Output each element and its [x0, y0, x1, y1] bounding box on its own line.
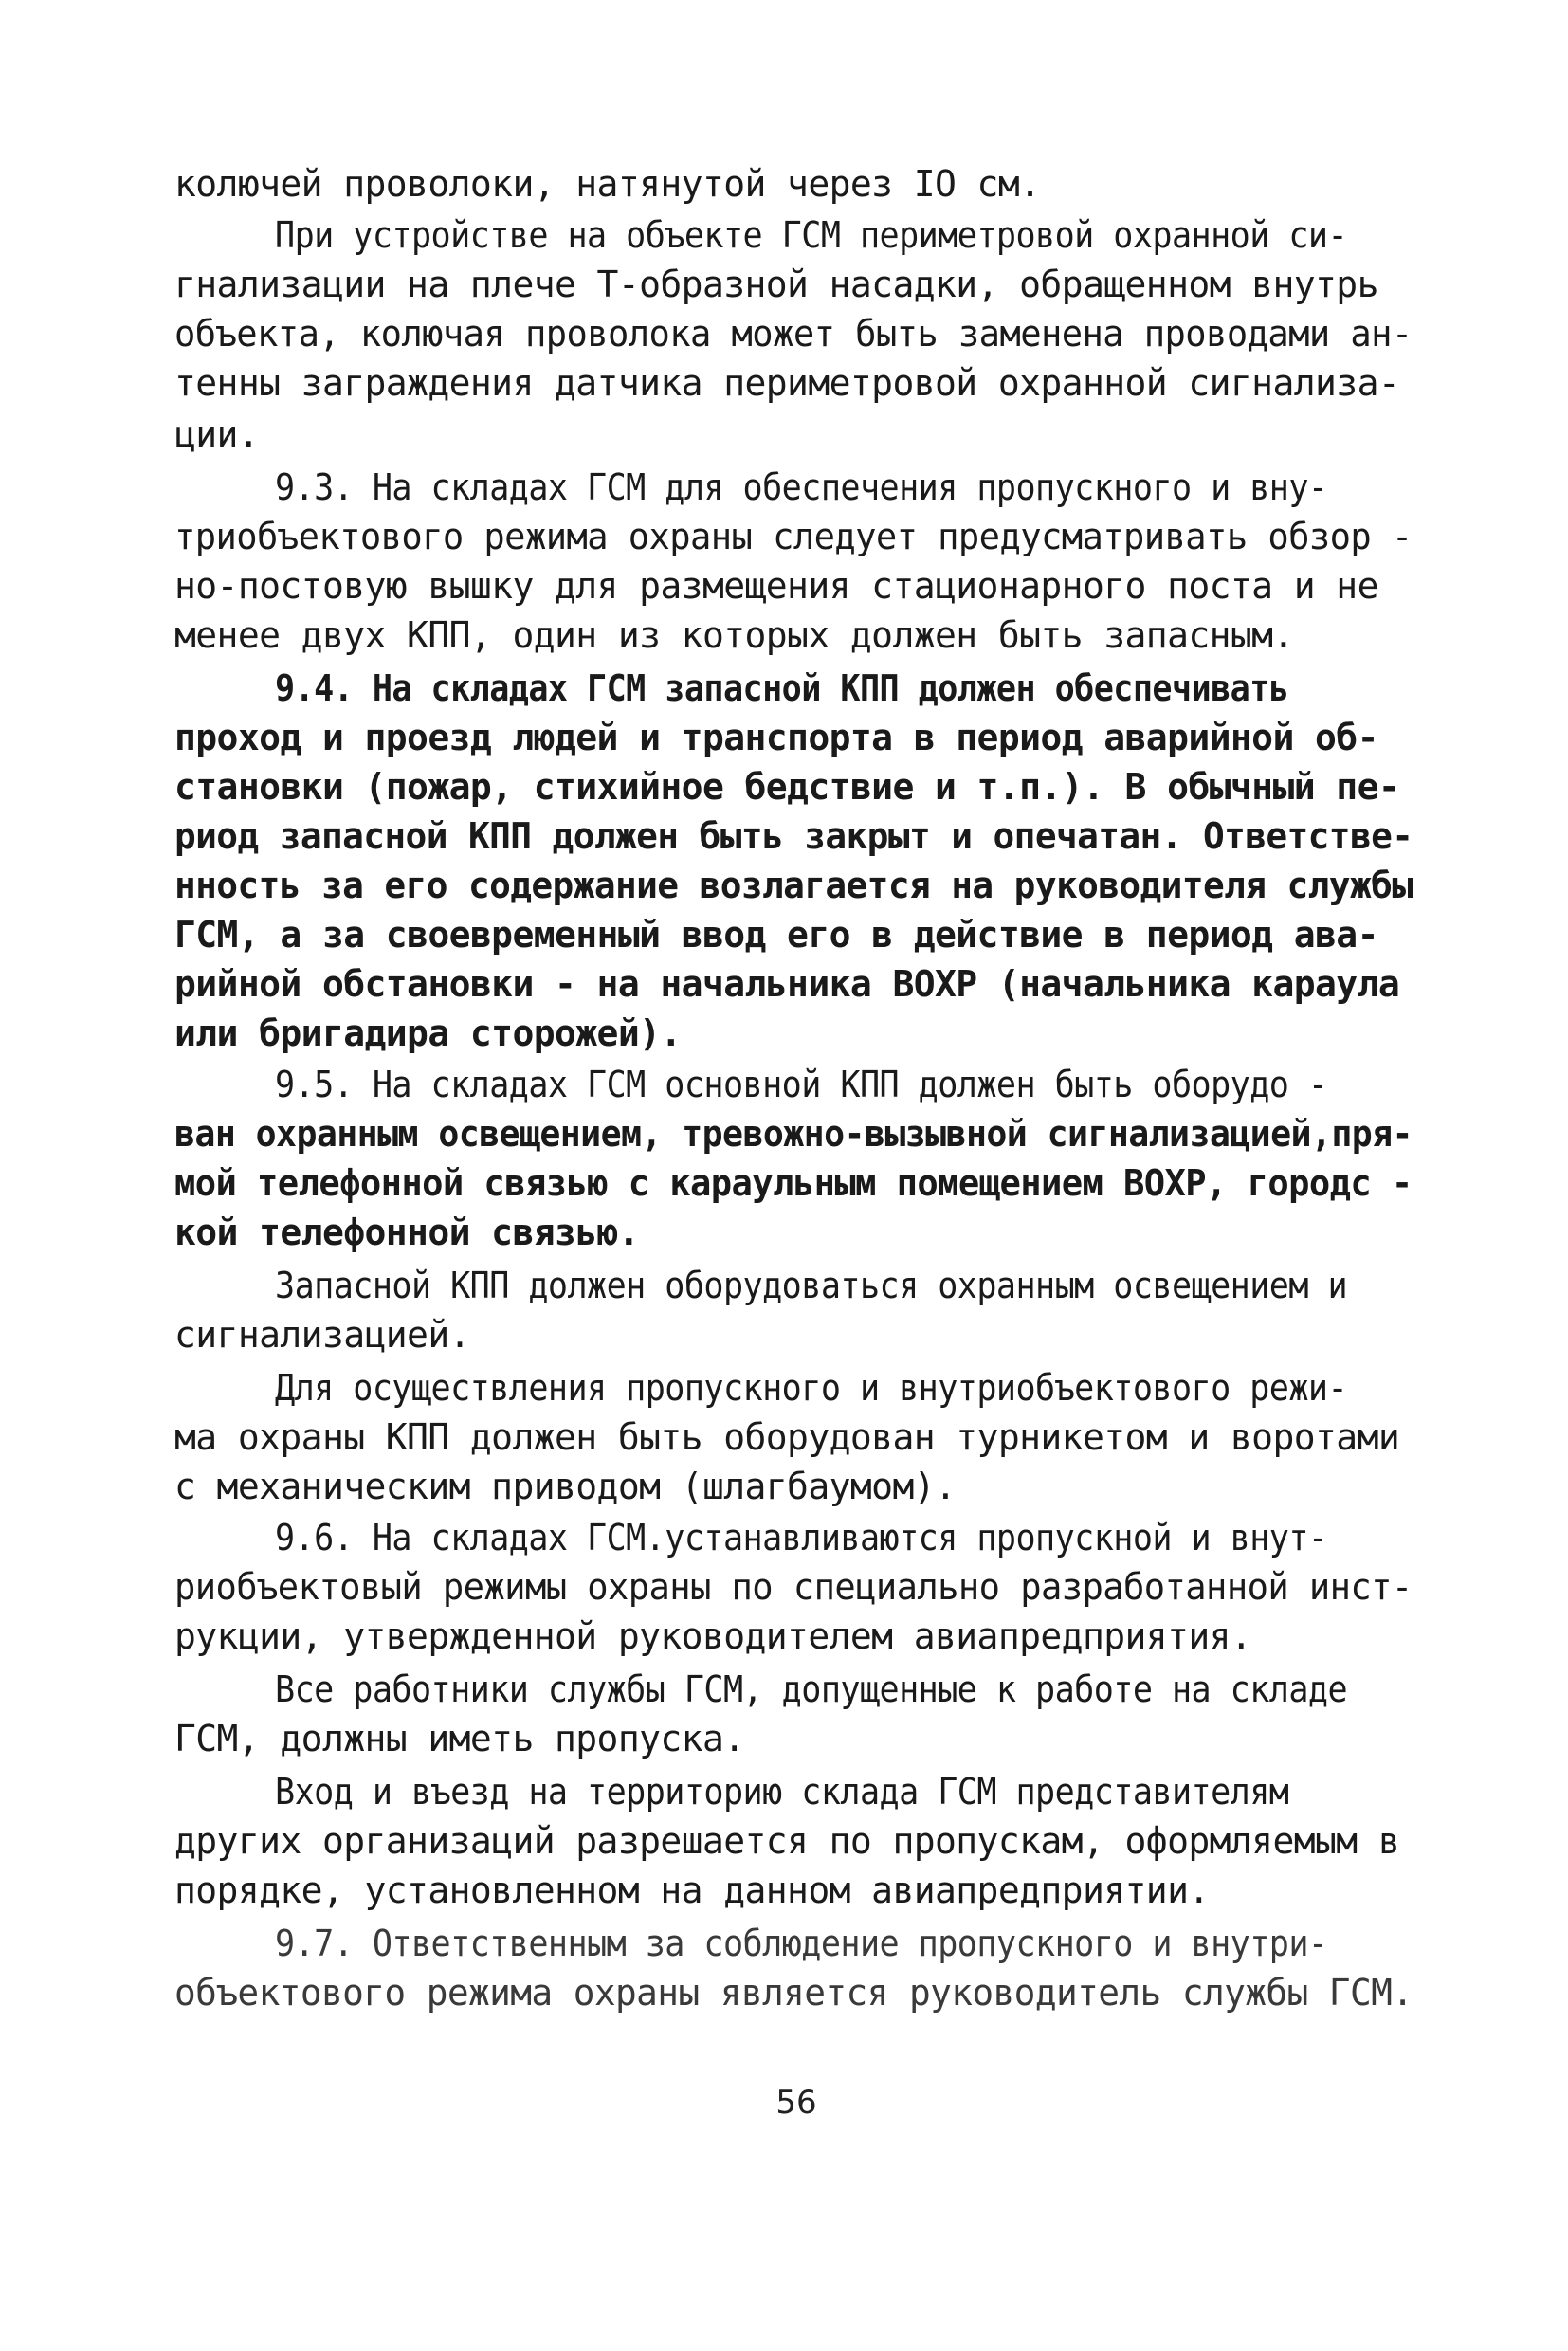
text-line: ции.: [174, 413, 260, 455]
text-line: с механическим приводом (шлагбаумом).: [174, 1466, 957, 1507]
text-line: ГСМ, а за своевременный ввод его в действие в период ава-: [174, 914, 1378, 956]
text-line: При устройстве на объекте ГСМ периметровой охранной си-: [275, 214, 1348, 256]
text-line: гнализации на плече Т-образной насадки, обращенном внутрь: [174, 264, 1378, 305]
text-line: 9.6. На складах ГСМ.устанавливаются пропускной и внут-: [275, 1517, 1328, 1558]
text-line: объектового режима охраны является руководитель службы ГСМ.: [174, 1972, 1413, 2014]
text-line: ван охранным освещением, тревожно-вызывной сигнализацией,пря-: [174, 1113, 1413, 1155]
text-line: риод запасной КПП должен быть закрыт и опечатан. Ответстве-: [174, 815, 1413, 857]
text-line: объекта, колючая проволока может быть заменена проводами ан-: [174, 313, 1413, 355]
text-line: 9.5. На складах ГСМ основной КПП должен быть оборудо -: [275, 1064, 1328, 1105]
text-line: менее двух КПП, один из которых должен быть запасным.: [174, 614, 1294, 656]
page-number: 56: [775, 2084, 817, 2122]
text-line: 9.3. На складах ГСМ для обеспечения пропускного и вну-: [275, 466, 1328, 508]
text-line: рукции, утвержденной руководителем авиапредприятия.: [174, 1615, 1252, 1657]
text-line: риобъектовый режимы охраны по специально разработанной инст-: [174, 1566, 1413, 1608]
text-line: но-постовую вышку для размещения стационарного поста и не: [174, 565, 1378, 607]
text-line: колючей проволоки, натянутой через IO см.: [174, 163, 1041, 205]
text-line: становки (пожар, стихийное бедствие и т.п.). В обычный пе-: [174, 766, 1400, 808]
text-line: или бригадира сторожей).: [174, 1012, 682, 1054]
text-line: Вход и въезд на территорию склада ГСМ представителям: [275, 1771, 1289, 1813]
text-line: Все работники службы ГСМ, допущенные к работе на складе: [275, 1668, 1348, 1710]
text-line: ма охраны КПП должен быть оборудован турникетом и воротами: [174, 1416, 1400, 1458]
text-line: Запасной КПП должен оборудоваться охранным освещением и: [275, 1265, 1348, 1306]
text-line: тенны заграждения датчика периметровой охранной сигнализа-: [174, 362, 1400, 404]
text-line: мой телефонной связью с караульным помещением ВОХР, городс -: [174, 1162, 1413, 1204]
text-line: 9.7. Ответственным за соблюдение пропускного и внутри-: [275, 1923, 1328, 1964]
text-line: триобъектового режима охраны следует предусматривать обзор -: [174, 516, 1413, 557]
text-line: нность за его содержание возлагается на руководителя службы: [174, 865, 1413, 906]
text-line: 9.4. На складах ГСМ запасной КПП должен обеспечивать: [275, 667, 1289, 709]
text-line: порядке, установленном на данном авиапредприятии.: [174, 1869, 1210, 1911]
text-line: проход и проезд людей и транспорта в период аварийной об-: [174, 717, 1378, 758]
text-line: кой телефонной связью.: [174, 1212, 640, 1253]
text-line: Для осуществления пропускного и внутриобъектового режи-: [275, 1367, 1348, 1409]
text-line: рийной обстановки - на начальника ВОХР (начальника караула: [174, 963, 1400, 1005]
text-line: других организаций разрешается по пропускам, оформляемым в: [174, 1820, 1400, 1862]
text-line: ГСМ, должны иметь пропуска.: [174, 1718, 745, 1759]
text-line: сигнализацией.: [174, 1314, 470, 1356]
